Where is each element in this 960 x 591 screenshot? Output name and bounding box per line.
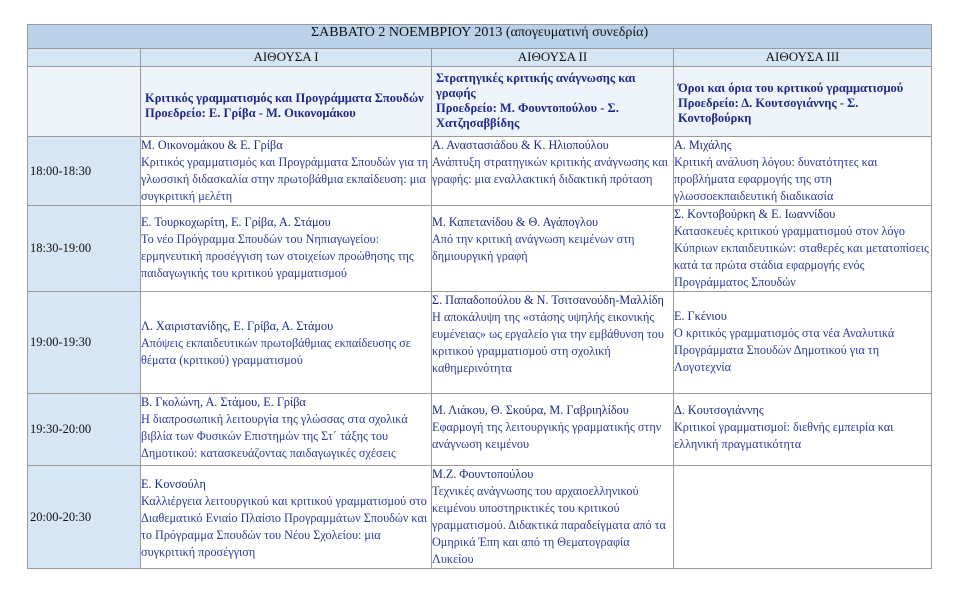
talk-title: Ανάπτυξη στρατηγικών κριτικής ανάγνωσης και γραφής: μια εναλλακτική διδακτική πρόταση <box>432 155 668 186</box>
slot-row <box>28 292 932 394</box>
room-name-3: ΑΙΘΟΥΣΑ ΙΙΙ <box>674 49 932 67</box>
talk-cell <box>432 466 674 569</box>
slot-row <box>28 394 932 466</box>
session-block-1 <box>141 67 432 137</box>
talk-cell <box>432 292 674 394</box>
talk-cell <box>141 466 432 569</box>
session-chairs-1: Προεδρείο: Ε. Γρίβα - Μ. Οικονομάκου <box>145 106 356 120</box>
talk-cell <box>674 292 932 394</box>
talk-cell <box>432 137 674 206</box>
room-header-row <box>28 49 932 67</box>
talk-authors: Α. Αναστασιάδου & Κ. Ηλιοπούλου <box>432 138 609 152</box>
talk-cell <box>141 394 432 466</box>
talk-cell <box>141 206 432 292</box>
talk-cell <box>141 137 432 206</box>
session-chairs-3: Προεδρείο: Δ. Κουτσογιάννης - Σ. Κοντοβούρκη <box>678 96 859 125</box>
session-chairs-2: Προεδρείο: Μ. Φουντοπούλου - Σ. Χατζησαββίδης <box>436 101 619 130</box>
talk-title: Το νέο Πρόγραμμα Σπουδών του Νηπιαγωγείου: ερμηνευτική προσέγγιση των στοιχείων προώθησης της παιδαγωγικής του κριτικού γραμματισμού <box>141 232 414 280</box>
talk-authors: Λ. Χαιριστανίδης, Ε. Γρίβα, Α. Στάμου <box>141 319 334 333</box>
talk-cell-empty <box>674 466 932 569</box>
slot-time: 19:30-20:00 <box>28 394 141 466</box>
talk-authors: Μ.Ζ. Φουντοπούλου <box>432 467 534 481</box>
session-title-3: Όροι και όρια του κριτικού γραμματισμού <box>678 81 904 95</box>
talk-title: Κριτική ανάλυση λόγου: δυνατότητες και προβλήματα εφαρμογής της στη γλωσσοεκπαιδευτική διαδικασία <box>674 155 878 203</box>
talk-authors: Μ. Οικονομάκου & Ε. Γρίβα <box>141 138 283 152</box>
talk-title: Εφαρμογή της λειτουργικής γραμματικής στην ανάγνωση κειμένου <box>432 420 662 451</box>
session-title-row <box>28 67 932 137</box>
talk-cell <box>432 206 674 292</box>
talk-title: Η διαπροσωπική λειτουργία της γλώσσας στα σχολικά βιβλία των Φυσικών Επιστημών της Στ΄ τάξης του Δημοτικού: κατασκευάζοντας παιδαγωγικές σχέσεις <box>141 412 408 460</box>
talk-title: Κριτικοί γραμματισμοί: διεθνής εμπειρία και ελληνική πραγματικότητα <box>674 420 894 451</box>
day-title: ΣΑΒΒΑΤΟ 2 ΝΟΕΜΒΡΙΟΥ 2013 (απογευματινή συνεδρία) <box>28 25 932 49</box>
session-block-3 <box>674 67 932 137</box>
talk-authors: Ε. Γκένιου <box>674 309 727 323</box>
slot-time: 18:30-19:00 <box>28 206 141 292</box>
talk-title: Κριτικός γραμματισμός και Προγράμματα Σπουδών για τη γλωσσική διδασκαλία στην πρωτοβάθμια εκπαίδευση: μια συγκριτική μελέτη <box>141 155 429 203</box>
talk-authors: Μ. Λιάκου, Θ. Σκούρα, Μ. Γαβριηλίδου <box>432 403 629 417</box>
talk-cell <box>674 137 932 206</box>
talk-authors: Ε. Κονσούλη <box>141 477 206 491</box>
session-block-2 <box>432 67 674 137</box>
session-title-1: Κριτικός γραμματισμός και Προγράμματα Σπουδών <box>145 91 424 105</box>
program-table <box>27 24 932 569</box>
slot-row <box>28 206 932 292</box>
talk-authors: Σ. Κοντοβούρκη & Ε. Ιωαννίδου <box>674 207 836 221</box>
session-title-2: Στρατηγικές κριτικής ανάγνωσης και γραφής <box>436 71 636 100</box>
talk-title: Τεχνικές ανάγνωσης του αρχαιοελληνικού κειμένου υποστηρικτικές του κριτικού γραμματισμού. Διδακτικά παραδείγματα από τα Ομηρικά Έπη και από τη Θεματογραφία Λυκείου <box>432 484 666 566</box>
room-name-2: ΑΙΘΟΥΣΑ ΙΙ <box>432 49 674 67</box>
talk-authors: Δ. Κουτσογιάννης <box>674 403 764 417</box>
talk-authors: Β. Γκολώνη, Α. Στάμου, Ε. Γρίβα <box>141 395 306 409</box>
room-name-1: ΑΙΘΟΥΣΑ Ι <box>141 49 432 67</box>
talk-title: Κατασκευές κριτικού γραμματισμού στον λόγο Κύπριων εκπαιδευτικών: σταθερές και μετατοπίσεις κατά τα πρώτα στάδια εφαρμογής ενός Προγράμματος Σπουδών <box>674 224 929 289</box>
talk-authors: Α. Μιχάλης <box>674 138 732 152</box>
slot-time: 18:00-18:30 <box>28 137 141 206</box>
talk-title: Ο κριτικός γραμματισμός στα νέα Αναλυτικά Προγράμματα Σπουδών Δημοτικού για τη Λογοτεχνία <box>674 326 895 374</box>
slot-time: 20:00-20:30 <box>28 466 141 569</box>
talk-cell <box>674 206 932 292</box>
talk-title: Απόψεις εκπαιδευτικών πρωτοβάθμιας εκπαίδευσης σε θέματα (κριτικού) γραμματισμού <box>141 336 411 367</box>
talk-title: Από την κριτική ανάγνωση κειμένων στη δημιουργική γραφή <box>432 232 635 263</box>
slot-row <box>28 466 932 569</box>
talk-title: Η αποκάλυψη της «στάσης υψηλής εικονικής ευμένειας» ως εργαλείο για την εμβάθυνση του κριτικού γραμματισμού στη σχολική καθημερινότητα <box>432 310 664 375</box>
room-header-empty <box>28 49 141 67</box>
talk-title: Καλλιέργεια λειτουργικού και κριτικού γραμματισμού στο Διαθεματικό Ενιαίο Πλαίσιο Προγραμμάτων Σπουδών και το Πρόγραμμα Σπουδών του Νέου Σχολείου: μια συγκριτική προσέγγιση <box>141 494 428 559</box>
talk-cell <box>674 394 932 466</box>
talk-cell <box>141 292 432 394</box>
slot-row <box>28 137 932 206</box>
program-sheet <box>27 24 931 569</box>
session-title-empty <box>28 67 141 137</box>
talk-authors: Ε. Τουρκοχωρίτη, Ε. Γρίβα, Α. Στάμου <box>141 215 331 229</box>
talk-cell <box>432 394 674 466</box>
talk-authors: Μ. Καπετανίδου & Θ. Αγάπογλου <box>432 215 599 229</box>
slot-time: 19:00-19:30 <box>28 292 141 394</box>
talk-authors: Σ. Παπαδοπούλου & Ν. Τσιτσανούδη-Μαλλίδη <box>432 293 664 307</box>
day-header-row <box>28 25 932 49</box>
